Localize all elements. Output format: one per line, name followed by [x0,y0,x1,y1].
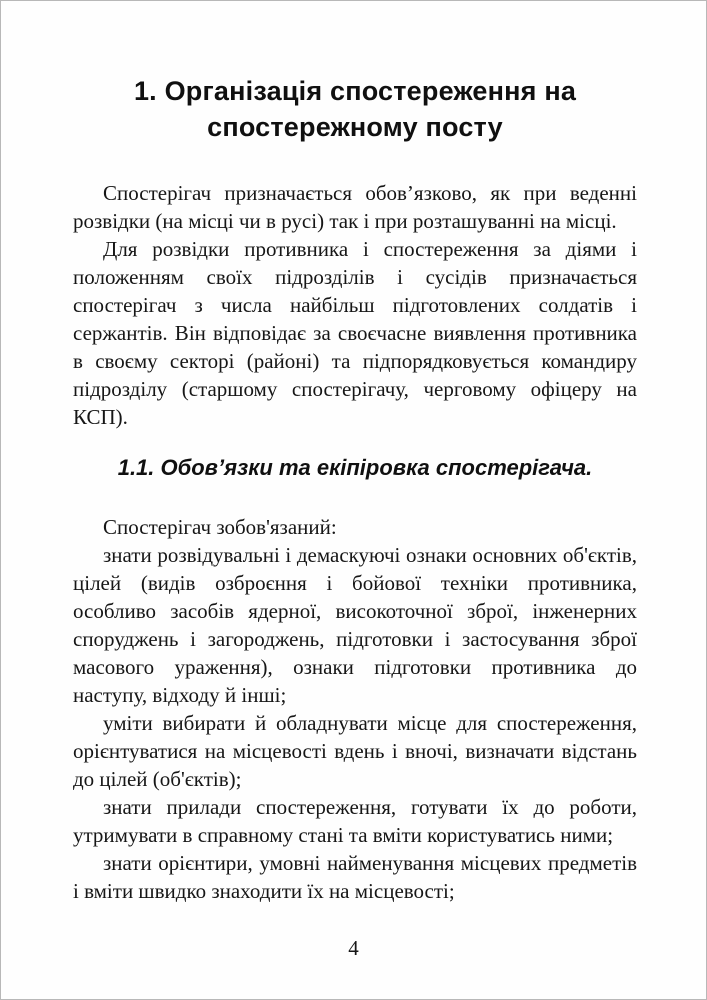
chapter-title-line-2: спостережному посту [207,112,503,142]
section-heading: 1.1. Обов’язки та екіпіровка спостерігача. [117,455,593,480]
page-number: 4 [348,936,359,960]
duty-item-1: знати розвідувальні і демаскуючі ознаки основних об'єктів, цілей (видів озброєння і бойової техніки противника, особливо засобів ядерної, високоточної зброї, інженерних споруджень і загороджень, підготовки і застосування зброї масового ураження), ознаки підготовки противника до наступу, відходу й інші; [73,543,637,707]
chapter-title [73,73,637,145]
page-content [1,1,706,905]
paragraph-1: Спостерігач призначається обов’язково, як при веденні розвідки (на місці чи в русі) так і при розташуванні на місці. [73,181,637,233]
paragraph-2: Для розвідки противника і спостереження за діями і положенням своїх підрозділів і сусідів призначається спостерігач з числа найбільш підготовлених солдатів і сержантів. Він відповідає за своєчасне виявлення противника в своєму секторі (районі) та підпорядковується командиру підрозділу (старшому спостерігачу, черговому офіцеру на КСП). [73,237,637,429]
chapter-title-line-1: 1. Організація спостереження на [133,76,577,106]
duty-item-2: уміти вибирати й обладнувати місце для спостереження, орієнтуватися на місцевості вдень і вночі, визначати відстань до цілей (об'єктів); [73,711,637,791]
duty-item-4: знати орієнтири, умовні найменування місцевих предметів і вміти швидко знаходити їх на місцевості; [73,851,637,903]
duties-intro: Спостерігач зобов'язаний: [103,515,337,539]
duty-item-3: знати прилади спостереження, готувати їх до роботи, утримувати в справному стані та вміти користуватись ними; [73,795,637,847]
